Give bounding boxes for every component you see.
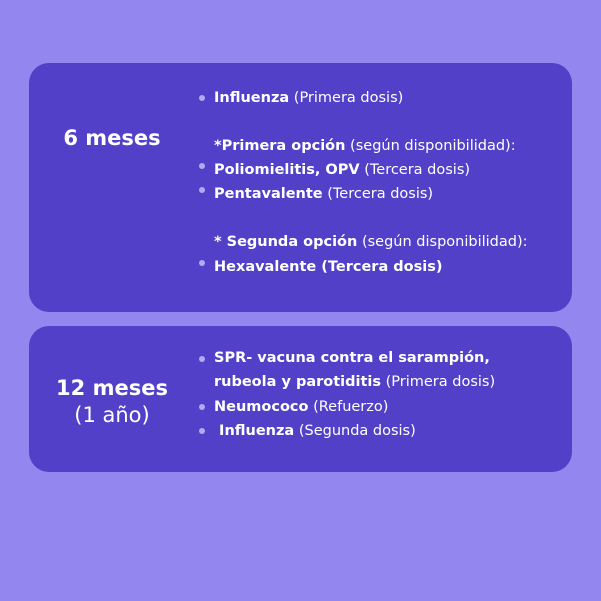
bullet-icon xyxy=(199,163,205,169)
bullet-icon xyxy=(199,404,205,410)
vaccine-item: Influenza (Segunda dosis) xyxy=(214,423,416,439)
vaccine-item: Hexavalente (Tercera dosis) xyxy=(214,259,443,275)
vaccine-item: Pentavalente (Tercera dosis) xyxy=(214,186,434,202)
vaccine-item: Poliomielitis, OPV (Tercera dosis) xyxy=(214,162,471,178)
age-heading xyxy=(29,125,195,152)
age-sublabel: (1 año) xyxy=(74,403,150,427)
vaccine-item: Influenza (Primera dosis) xyxy=(214,90,404,106)
vaccine-item-continued: rubeola y parotiditis (Primera dosis) xyxy=(214,374,496,390)
bullet-icon xyxy=(199,187,205,193)
vaccine-item: Neumococo (Refuerzo) xyxy=(214,399,389,415)
bullet-icon xyxy=(199,95,205,101)
schedule-card-6-months xyxy=(29,63,572,312)
bullet-icon xyxy=(199,428,205,434)
age-label: 12 meses xyxy=(56,376,168,400)
vaccine-item: SPR- vacuna contra el sarampión, xyxy=(214,350,490,366)
option-heading: * Segunda opción (según disponibilidad): xyxy=(214,234,528,250)
age-heading xyxy=(29,375,195,429)
bullet-icon xyxy=(199,260,205,266)
schedule-card-12-months xyxy=(29,326,572,472)
bullet-icon xyxy=(199,356,205,362)
age-label: 6 meses xyxy=(63,126,161,150)
option-heading: *Primera opción (según disponibilidad): xyxy=(214,138,516,154)
